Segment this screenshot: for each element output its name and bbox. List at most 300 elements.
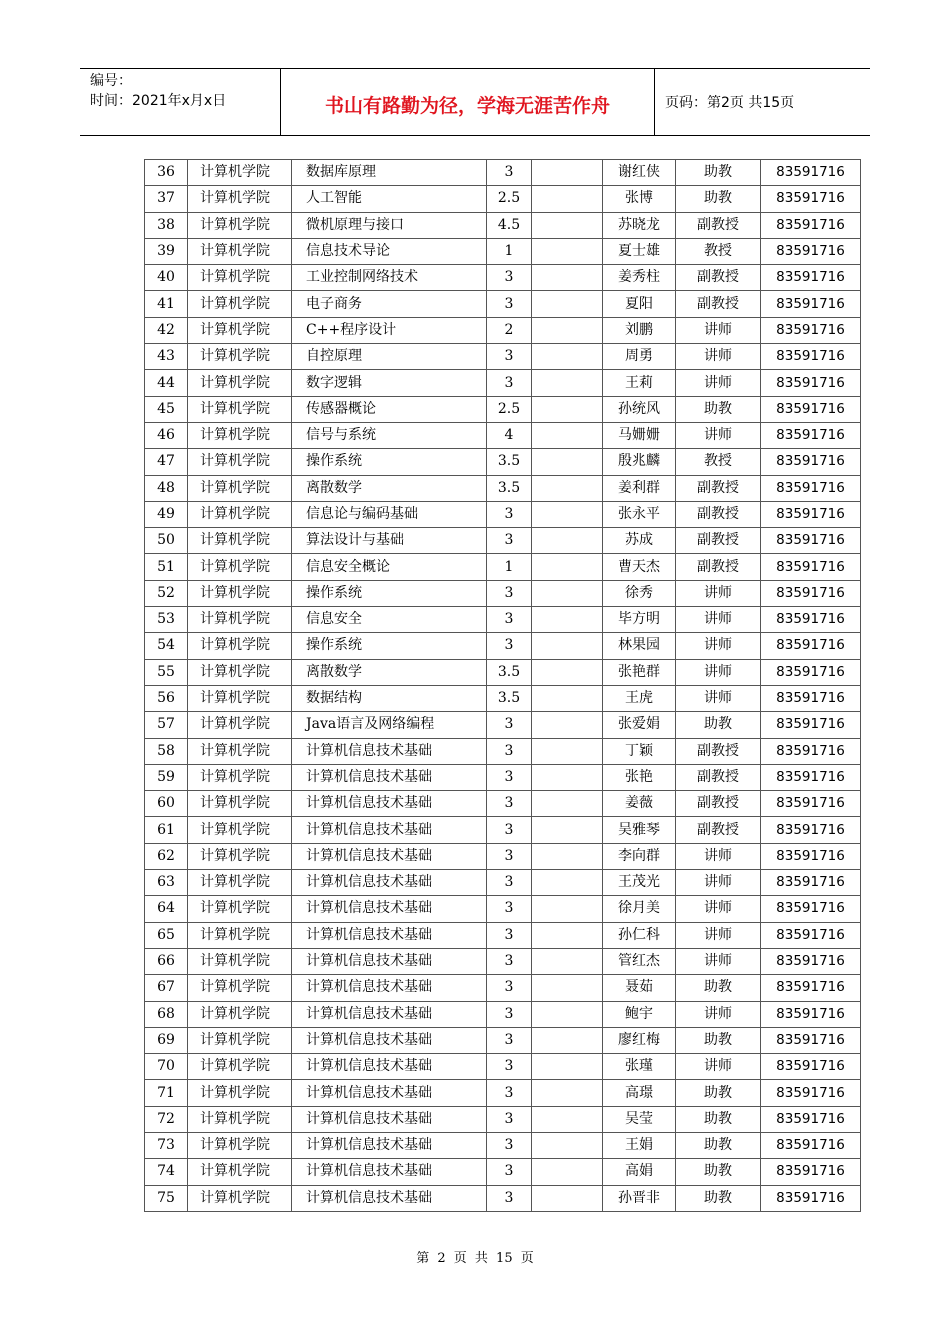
phone-cell: 83591716: [761, 896, 861, 922]
blank-cell: [532, 580, 603, 606]
college-cell: 计算机学院: [188, 212, 292, 238]
phone-cell: 83591716: [761, 475, 861, 501]
row-number: 54: [145, 633, 188, 659]
course-name-cell: 传感器概论: [292, 396, 487, 422]
blank-cell: [532, 1132, 603, 1158]
college-cell: 计算机学院: [188, 501, 292, 527]
credit-cell: 3: [487, 1106, 532, 1132]
title-cell: 教授: [676, 449, 761, 475]
table-row: [145, 238, 861, 264]
blank-cell: [532, 896, 603, 922]
credit-cell: 3: [487, 633, 532, 659]
row-number: 51: [145, 554, 188, 580]
row-number: 65: [145, 922, 188, 948]
college-cell: 计算机学院: [188, 1054, 292, 1080]
teacher-cell: 张博: [603, 186, 676, 212]
college-cell: 计算机学院: [188, 1106, 292, 1132]
credit-cell: 3.5: [487, 475, 532, 501]
college-cell: 计算机学院: [188, 422, 292, 448]
table-row: [145, 948, 861, 974]
college-cell: 计算机学院: [188, 1027, 292, 1053]
course-name-cell: 信号与系统: [292, 422, 487, 448]
blank-cell: [532, 1106, 603, 1132]
college-cell: 计算机学院: [188, 317, 292, 343]
row-number: 49: [145, 501, 188, 527]
blank-cell: [532, 817, 603, 843]
row-number: 53: [145, 607, 188, 633]
college-cell: 计算机学院: [188, 160, 292, 186]
course-name-cell: 计算机信息技术基础: [292, 922, 487, 948]
course-name-cell: 计算机信息技术基础: [292, 975, 487, 1001]
course-name-cell: 算法设计与基础: [292, 528, 487, 554]
table-row: [145, 764, 861, 790]
table-row: [145, 791, 861, 817]
table-row: [145, 422, 861, 448]
blank-cell: [532, 607, 603, 633]
college-cell: 计算机学院: [188, 896, 292, 922]
college-cell: 计算机学院: [188, 975, 292, 1001]
blank-cell: [532, 370, 603, 396]
course-name-cell: 电子商务: [292, 291, 487, 317]
phone-cell: 83591716: [761, 843, 861, 869]
phone-cell: 83591716: [761, 948, 861, 974]
row-number: 41: [145, 291, 188, 317]
title-cell: 讲师: [676, 896, 761, 922]
credit-cell: 3: [487, 160, 532, 186]
college-cell: 计算机学院: [188, 817, 292, 843]
blank-cell: [532, 922, 603, 948]
title-cell: 助教: [676, 186, 761, 212]
credit-cell: 3: [487, 370, 532, 396]
title-cell: 讲师: [676, 580, 761, 606]
title-cell: 教授: [676, 238, 761, 264]
table-row: [145, 1054, 861, 1080]
row-number: 48: [145, 475, 188, 501]
table-row: [145, 685, 861, 711]
row-number: 66: [145, 948, 188, 974]
title-cell: 讲师: [676, 1054, 761, 1080]
course-name-cell: 计算机信息技术基础: [292, 791, 487, 817]
phone-cell: 83591716: [761, 265, 861, 291]
title-cell: 讲师: [676, 1001, 761, 1027]
course-name-cell: 计算机信息技术基础: [292, 1080, 487, 1106]
teacher-cell: 高璟: [603, 1080, 676, 1106]
credit-cell: 4: [487, 422, 532, 448]
row-number: 72: [145, 1106, 188, 1132]
blank-cell: [532, 659, 603, 685]
row-number: 73: [145, 1132, 188, 1158]
row-number: 68: [145, 1001, 188, 1027]
table-row: [145, 1159, 861, 1185]
blank-cell: [532, 843, 603, 869]
teacher-cell: 丁颖: [603, 738, 676, 764]
course-name-cell: 离散数学: [292, 659, 487, 685]
title-cell: 助教: [676, 1132, 761, 1158]
teacher-cell: 张永平: [603, 501, 676, 527]
course-name-cell: 计算机信息技术基础: [292, 948, 487, 974]
blank-cell: [532, 186, 603, 212]
teacher-cell: 吴莹: [603, 1106, 676, 1132]
college-cell: 计算机学院: [188, 1185, 292, 1211]
credit-cell: 3: [487, 843, 532, 869]
table-row: [145, 265, 861, 291]
row-number: 75: [145, 1185, 188, 1211]
blank-cell: [532, 291, 603, 317]
table-row: [145, 659, 861, 685]
blank-cell: [532, 396, 603, 422]
phone-cell: 83591716: [761, 791, 861, 817]
phone-cell: 83591716: [761, 975, 861, 1001]
blank-cell: [532, 633, 603, 659]
phone-cell: 83591716: [761, 1080, 861, 1106]
course-name-cell: C++程序设计: [292, 317, 487, 343]
course-name-cell: 计算机信息技术基础: [292, 1106, 487, 1132]
table-row: [145, 1001, 861, 1027]
teacher-cell: 高娟: [603, 1159, 676, 1185]
course-name-cell: 信息论与编码基础: [292, 501, 487, 527]
row-number: 61: [145, 817, 188, 843]
blank-cell: [532, 1027, 603, 1053]
college-cell: 计算机学院: [188, 475, 292, 501]
table-row: [145, 396, 861, 422]
college-cell: 计算机学院: [188, 370, 292, 396]
college-cell: 计算机学院: [188, 633, 292, 659]
table-row: [145, 607, 861, 633]
college-cell: 计算机学院: [188, 528, 292, 554]
college-cell: 计算机学院: [188, 396, 292, 422]
row-number: 67: [145, 975, 188, 1001]
teacher-cell: 张艳: [603, 764, 676, 790]
teacher-cell: 谢红侠: [603, 160, 676, 186]
college-cell: 计算机学院: [188, 186, 292, 212]
title-cell: 副教授: [676, 738, 761, 764]
title-cell: 讲师: [676, 422, 761, 448]
college-cell: 计算机学院: [188, 449, 292, 475]
table-row: [145, 160, 861, 186]
college-cell: 计算机学院: [188, 344, 292, 370]
header-page-label: 页码：第2页 共15页: [665, 95, 795, 111]
blank-cell: [532, 1001, 603, 1027]
phone-cell: 83591716: [761, 607, 861, 633]
phone-cell: 83591716: [761, 396, 861, 422]
title-cell: 助教: [676, 160, 761, 186]
table-row: [145, 896, 861, 922]
teacher-cell: 徐月美: [603, 896, 676, 922]
row-number: 46: [145, 422, 188, 448]
title-cell: 讲师: [676, 659, 761, 685]
blank-cell: [532, 344, 603, 370]
teacher-cell: 毕方明: [603, 607, 676, 633]
table-row: [145, 738, 861, 764]
course-name-cell: 计算机信息技术基础: [292, 817, 487, 843]
blank-cell: [532, 1080, 603, 1106]
course-name-cell: 数字逻辑: [292, 370, 487, 396]
row-number: 62: [145, 843, 188, 869]
credit-cell: 3: [487, 948, 532, 974]
teacher-cell: 王莉: [603, 370, 676, 396]
row-number: 40: [145, 265, 188, 291]
course-name-cell: 计算机信息技术基础: [292, 843, 487, 869]
table-row: [145, 186, 861, 212]
header-left: [80, 69, 281, 135]
college-cell: 计算机学院: [188, 1159, 292, 1185]
title-cell: 讲师: [676, 370, 761, 396]
row-number: 44: [145, 370, 188, 396]
blank-cell: [532, 948, 603, 974]
college-cell: 计算机学院: [188, 1001, 292, 1027]
blank-cell: [532, 1185, 603, 1211]
teacher-cell: 王茂光: [603, 870, 676, 896]
row-number: 38: [145, 212, 188, 238]
row-number: 74: [145, 1159, 188, 1185]
table-row: [145, 554, 861, 580]
college-cell: 计算机学院: [188, 1132, 292, 1158]
row-number: 64: [145, 896, 188, 922]
phone-cell: 83591716: [761, 685, 861, 711]
page-header: [80, 68, 870, 136]
title-cell: 讲师: [676, 607, 761, 633]
course-name-cell: 操作系统: [292, 580, 487, 606]
row-number: 39: [145, 238, 188, 264]
table-row: [145, 633, 861, 659]
credit-cell: 3.5: [487, 659, 532, 685]
row-number: 45: [145, 396, 188, 422]
college-cell: 计算机学院: [188, 948, 292, 974]
course-name-cell: 人工智能: [292, 186, 487, 212]
title-cell: 助教: [676, 1080, 761, 1106]
title-cell: 讲师: [676, 685, 761, 711]
row-number: 70: [145, 1054, 188, 1080]
row-number: 43: [145, 344, 188, 370]
table-row: [145, 1027, 861, 1053]
course-table: [144, 159, 861, 1212]
blank-cell: [532, 1054, 603, 1080]
table-row: [145, 1185, 861, 1211]
credit-cell: 3.5: [487, 685, 532, 711]
table-row: [145, 712, 861, 738]
college-cell: 计算机学院: [188, 764, 292, 790]
credit-cell: 3: [487, 1027, 532, 1053]
credit-cell: 3: [487, 1001, 532, 1027]
teacher-cell: 曹天杰: [603, 554, 676, 580]
phone-cell: 83591716: [761, 1027, 861, 1053]
teacher-cell: 周勇: [603, 344, 676, 370]
header-motto: 书山有路勤为径，学海无涯苦作舟: [281, 69, 655, 135]
course-name-cell: Java语言及网络编程: [292, 712, 487, 738]
table-row: [145, 817, 861, 843]
credit-cell: 4.5: [487, 212, 532, 238]
title-cell: 讲师: [676, 633, 761, 659]
row-number: 57: [145, 712, 188, 738]
phone-cell: 83591716: [761, 317, 861, 343]
table-row: [145, 843, 861, 869]
course-name-cell: 微机原理与接口: [292, 212, 487, 238]
credit-cell: 3: [487, 1132, 532, 1158]
title-cell: 讲师: [676, 948, 761, 974]
credit-cell: 3: [487, 501, 532, 527]
table-row: [145, 580, 861, 606]
credit-cell: 3: [487, 738, 532, 764]
college-cell: 计算机学院: [188, 238, 292, 264]
course-name-cell: 信息安全概论: [292, 554, 487, 580]
blank-cell: [532, 764, 603, 790]
table-row: [145, 1080, 861, 1106]
table-row: [145, 344, 861, 370]
blank-cell: [532, 685, 603, 711]
credit-cell: 3: [487, 817, 532, 843]
table-row: [145, 317, 861, 343]
teacher-cell: 苏成: [603, 528, 676, 554]
title-cell: 副教授: [676, 212, 761, 238]
row-number: 60: [145, 791, 188, 817]
row-number: 56: [145, 685, 188, 711]
phone-cell: 83591716: [761, 344, 861, 370]
teacher-cell: 林果园: [603, 633, 676, 659]
title-cell: 副教授: [676, 265, 761, 291]
teacher-cell: 鲍宇: [603, 1001, 676, 1027]
title-cell: 副教授: [676, 791, 761, 817]
blank-cell: [532, 554, 603, 580]
credit-cell: 3: [487, 896, 532, 922]
blank-cell: [532, 501, 603, 527]
course-name-cell: 信息安全: [292, 607, 487, 633]
title-cell: 副教授: [676, 554, 761, 580]
table-row: [145, 528, 861, 554]
teacher-cell: 苏晓龙: [603, 212, 676, 238]
college-cell: 计算机学院: [188, 1080, 292, 1106]
table-row: [145, 370, 861, 396]
title-cell: 讲师: [676, 870, 761, 896]
phone-cell: 83591716: [761, 186, 861, 212]
credit-cell: 3: [487, 607, 532, 633]
course-name-cell: 操作系统: [292, 633, 487, 659]
teacher-cell: 廖红梅: [603, 1027, 676, 1053]
phone-cell: 83591716: [761, 370, 861, 396]
college-cell: 计算机学院: [188, 265, 292, 291]
phone-cell: 83591716: [761, 422, 861, 448]
blank-cell: [532, 975, 603, 1001]
title-cell: 副教授: [676, 291, 761, 317]
credit-cell: 3: [487, 712, 532, 738]
credit-cell: 3: [487, 764, 532, 790]
blank-cell: [532, 870, 603, 896]
title-cell: 助教: [676, 1106, 761, 1132]
table-row: [145, 212, 861, 238]
row-number: 58: [145, 738, 188, 764]
phone-cell: 83591716: [761, 922, 861, 948]
credit-cell: 2.5: [487, 186, 532, 212]
college-cell: 计算机学院: [188, 791, 292, 817]
phone-cell: 83591716: [761, 1001, 861, 1027]
credit-cell: 2.5: [487, 396, 532, 422]
credit-cell: 3: [487, 580, 532, 606]
table-row: [145, 1106, 861, 1132]
phone-cell: 83591716: [761, 1054, 861, 1080]
title-cell: 助教: [676, 1185, 761, 1211]
course-name-cell: 计算机信息技术基础: [292, 764, 487, 790]
teacher-cell: 王虎: [603, 685, 676, 711]
credit-cell: 2: [487, 317, 532, 343]
phone-cell: 83591716: [761, 160, 861, 186]
row-number: 71: [145, 1080, 188, 1106]
course-name-cell: 计算机信息技术基础: [292, 896, 487, 922]
blank-cell: [532, 475, 603, 501]
college-cell: 计算机学院: [188, 580, 292, 606]
college-cell: 计算机学院: [188, 843, 292, 869]
title-cell: 副教授: [676, 817, 761, 843]
phone-cell: 83591716: [761, 1106, 861, 1132]
title-cell: 讲师: [676, 317, 761, 343]
phone-cell: 83591716: [761, 501, 861, 527]
title-cell: 副教授: [676, 501, 761, 527]
row-number: 52: [145, 580, 188, 606]
teacher-cell: 夏阳: [603, 291, 676, 317]
teacher-cell: 王娟: [603, 1132, 676, 1158]
blank-cell: [532, 212, 603, 238]
blank-cell: [532, 317, 603, 343]
blank-cell: [532, 528, 603, 554]
college-cell: 计算机学院: [188, 738, 292, 764]
blank-cell: [532, 738, 603, 764]
course-name-cell: 数据结构: [292, 685, 487, 711]
credit-cell: 3: [487, 528, 532, 554]
credit-cell: 3.5: [487, 449, 532, 475]
course-name-cell: 计算机信息技术基础: [292, 1001, 487, 1027]
title-cell: 助教: [676, 1159, 761, 1185]
phone-cell: 83591716: [761, 870, 861, 896]
blank-cell: [532, 791, 603, 817]
phone-cell: 83591716: [761, 738, 861, 764]
date-label: 时间：2021年x月x日: [90, 93, 227, 109]
teacher-cell: 吴雅琴: [603, 817, 676, 843]
title-cell: 助教: [676, 975, 761, 1001]
course-name-cell: 信息技术导论: [292, 238, 487, 264]
college-cell: 计算机学院: [188, 922, 292, 948]
college-cell: 计算机学院: [188, 554, 292, 580]
teacher-cell: 管红杰: [603, 948, 676, 974]
blank-cell: [532, 422, 603, 448]
blank-cell: [532, 238, 603, 264]
table-row: [145, 475, 861, 501]
row-number: 50: [145, 528, 188, 554]
page-footer: 第 2 页 共 15 页: [416, 1251, 534, 1266]
title-cell: 副教授: [676, 528, 761, 554]
credit-cell: 3: [487, 291, 532, 317]
teacher-cell: 殷兆麟: [603, 449, 676, 475]
title-cell: 副教授: [676, 475, 761, 501]
course-name-cell: 计算机信息技术基础: [292, 870, 487, 896]
blank-cell: [532, 265, 603, 291]
row-number: 37: [145, 186, 188, 212]
college-cell: 计算机学院: [188, 659, 292, 685]
credit-cell: 1: [487, 238, 532, 264]
course-name-cell: 计算机信息技术基础: [292, 738, 487, 764]
teacher-cell: 姜利群: [603, 475, 676, 501]
course-name-cell: 离散数学: [292, 475, 487, 501]
doc-number-label: 编号：: [90, 73, 132, 89]
table-row: [145, 1132, 861, 1158]
phone-cell: 83591716: [761, 212, 861, 238]
teacher-cell: 张爱娟: [603, 712, 676, 738]
course-name-cell: 计算机信息技术基础: [292, 1159, 487, 1185]
row-number: 55: [145, 659, 188, 685]
credit-cell: 1: [487, 554, 532, 580]
teacher-cell: 刘鹏: [603, 317, 676, 343]
row-number: 42: [145, 317, 188, 343]
teacher-cell: 李向群: [603, 843, 676, 869]
table-row: [145, 922, 861, 948]
row-number: 36: [145, 160, 188, 186]
